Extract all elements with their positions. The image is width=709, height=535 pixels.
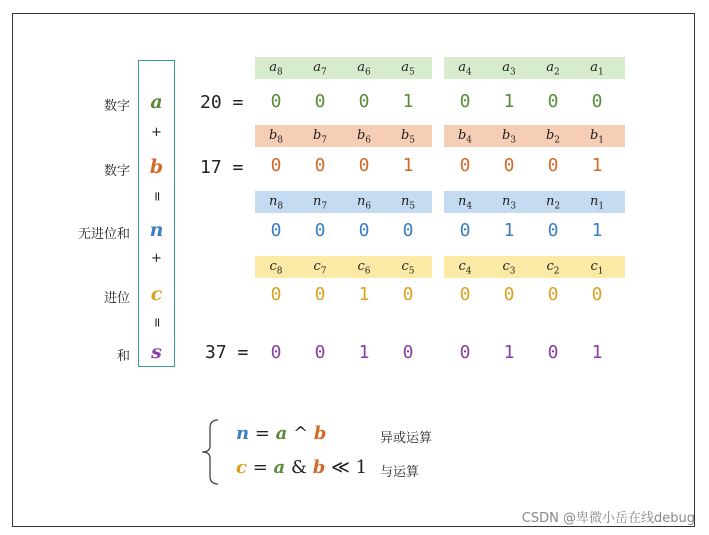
formula-xor-description: 异或运算 — [380, 431, 433, 446]
bit-header-c3: $c_3$ — [502, 259, 516, 277]
bit-header-n6: $n_6$ — [356, 194, 372, 212]
formula-xor-a: a — [275, 423, 288, 444]
bit-n-5: 0 — [402, 220, 414, 241]
bit-n-8: 0 — [270, 220, 282, 241]
bit-header-a1: $a_1$ — [590, 60, 604, 78]
plus-sign-1: + — [151, 125, 162, 140]
bit-header-a5: $a_5$ — [401, 60, 415, 78]
equals-sign-2: = — [149, 317, 164, 328]
bit-s-1: 1 — [591, 342, 603, 363]
bit-n-4: 0 — [459, 220, 471, 241]
bit-s-8: 0 — [270, 342, 282, 363]
bit-b-3: 0 — [503, 155, 515, 176]
bit-header-a7: $a_7$ — [313, 60, 327, 78]
bit-header-b3: $b_3$ — [501, 128, 517, 146]
decimal-value-sum: 37 = — [205, 342, 249, 363]
bit-n-2: 0 — [547, 220, 559, 241]
formula-and-operator: & — [290, 457, 307, 478]
bit-a-6: 0 — [358, 91, 370, 112]
bit-n-6: 0 — [358, 220, 370, 241]
var-s: s — [151, 341, 162, 363]
bit-c-2: 0 — [547, 284, 559, 305]
bit-s-7: 0 — [314, 342, 326, 363]
bit-header-a3: $a_3$ — [502, 60, 516, 78]
formula-xor-b: b — [313, 423, 327, 444]
bit-c-4: 0 — [459, 284, 471, 305]
bit-b-6: 0 — [358, 155, 370, 176]
bit-header-c8: $c_8$ — [269, 259, 283, 277]
var-n: n — [149, 219, 164, 241]
bit-header-a4: $a_4$ — [458, 60, 472, 78]
formula-and-description: 与运算 — [380, 465, 420, 480]
watermark: CSDN @卑微小岳在线debug — [521, 511, 695, 526]
equals-sign-1: = — [149, 191, 164, 202]
var-b: b — [149, 156, 164, 178]
bit-a-3: 1 — [503, 91, 515, 112]
bit-a-5: 1 — [402, 91, 414, 112]
var-c: c — [150, 283, 163, 305]
curly-brace — [198, 418, 222, 486]
formula-and-equals: = — [252, 457, 268, 478]
bit-b-5: 1 — [402, 155, 414, 176]
bit-header-c1: $c_1$ — [590, 259, 604, 277]
formula-and-c: c — [236, 457, 247, 478]
bit-s-2: 0 — [547, 342, 559, 363]
plus-sign-2: + — [151, 251, 162, 266]
formula-shift-left-one: ≪ 1 — [331, 457, 368, 478]
bit-b-8: 0 — [270, 155, 282, 176]
bit-header-n8: $n_8$ — [268, 194, 284, 212]
bit-header-c4: $c_4$ — [458, 259, 472, 277]
bit-c-8: 0 — [270, 284, 282, 305]
formula-xor — [236, 423, 326, 444]
bit-n-1: 1 — [591, 220, 603, 241]
formula-xor-n: n — [236, 423, 250, 444]
decimal-value-b: 17 = — [200, 157, 244, 178]
bit-a-7: 0 — [314, 91, 326, 112]
bit-s-3: 1 — [503, 342, 515, 363]
formula-and-shift — [236, 457, 367, 478]
bit-c-1: 0 — [591, 284, 603, 305]
bit-header-a8: $a_8$ — [269, 60, 283, 78]
bit-header-b7: $b_7$ — [312, 128, 328, 146]
bit-s-5: 0 — [402, 342, 414, 363]
bit-header-b8: $b_8$ — [268, 128, 284, 146]
label-sum: 和 — [116, 349, 130, 364]
formula-and-a: a — [273, 457, 286, 478]
label-number-a: 数字 — [103, 99, 130, 114]
formula-and-b: b — [312, 457, 326, 478]
label-number-b: 数字 — [103, 164, 130, 179]
bit-header-b2: $b_2$ — [545, 128, 561, 146]
bit-header-b6: $b_6$ — [356, 128, 372, 146]
bit-header-b4: $b_4$ — [457, 128, 473, 146]
variable-column-box — [138, 60, 175, 367]
bit-header-b1: $b_1$ — [589, 128, 605, 146]
bit-c-6: 1 — [358, 284, 370, 305]
label-sum-without-carry: 无进位和 — [77, 227, 130, 242]
bit-header-b5: $b_5$ — [400, 128, 416, 146]
label-carry: 进位 — [103, 291, 130, 306]
bit-header-c6: $c_6$ — [357, 259, 371, 277]
bit-header-a6: $a_6$ — [357, 60, 371, 78]
bit-header-n2: $n_2$ — [545, 194, 561, 212]
bit-b-1: 1 — [591, 155, 603, 176]
bit-header-n3: $n_3$ — [501, 194, 517, 212]
bit-b-2: 0 — [547, 155, 559, 176]
bit-a-4: 0 — [459, 91, 471, 112]
bit-header-n4: $n_4$ — [457, 194, 473, 212]
formula-xor-equals: = — [254, 423, 270, 444]
bit-s-6: 1 — [358, 342, 370, 363]
bit-header-a2: $a_2$ — [546, 60, 560, 78]
bit-n-3: 1 — [503, 220, 515, 241]
bit-header-n1: $n_1$ — [589, 194, 605, 212]
bit-header-n5: $n_5$ — [400, 194, 416, 212]
var-a: a — [150, 91, 163, 113]
bit-b-4: 0 — [459, 155, 471, 176]
bit-header-n7: $n_7$ — [312, 194, 328, 212]
bit-c-7: 0 — [314, 284, 326, 305]
bit-header-c2: $c_2$ — [546, 259, 560, 277]
bit-c-5: 0 — [402, 284, 414, 305]
formula-xor-operator: ^ — [293, 423, 309, 444]
bit-n-7: 0 — [314, 220, 326, 241]
bit-b-7: 0 — [314, 155, 326, 176]
bit-header-c5: $c_5$ — [401, 259, 415, 277]
bit-a-2: 0 — [547, 91, 559, 112]
bit-c-3: 0 — [503, 284, 515, 305]
bit-a-8: 0 — [270, 91, 282, 112]
bit-s-4: 0 — [459, 342, 471, 363]
bit-header-c7: $c_7$ — [313, 259, 327, 277]
decimal-value-a: 20 = — [200, 92, 244, 113]
bit-a-1: 0 — [591, 91, 603, 112]
